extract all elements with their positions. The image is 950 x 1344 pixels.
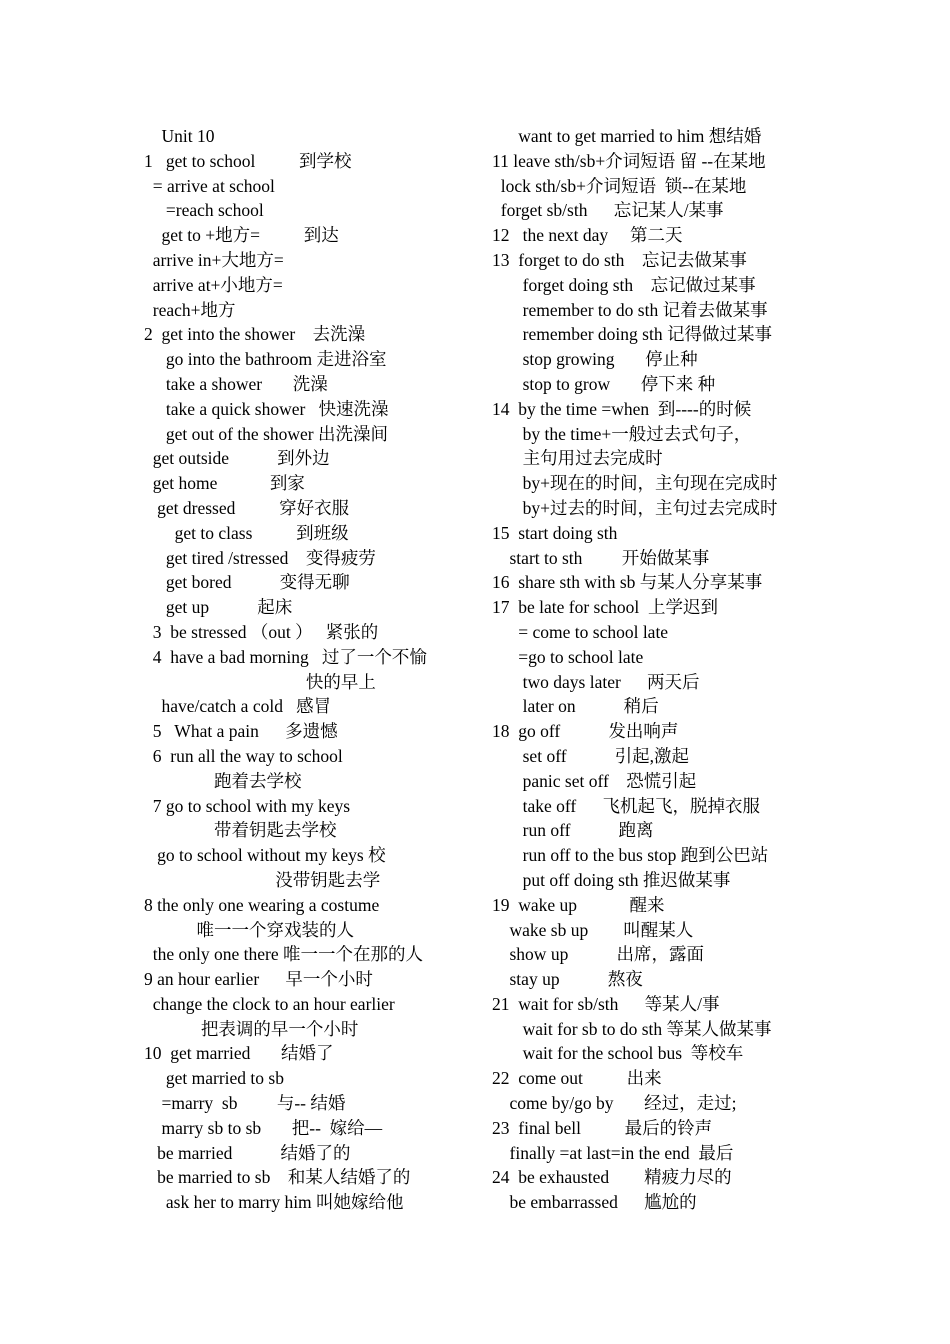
vocab-line: wait for sb to do sth 等某人做某事 [492, 1018, 772, 1039]
vocab-line: 16 share sth with sb 与某人分享某事 [492, 572, 763, 593]
vocab-line: the only one there 唯一一个在那的人 [144, 944, 423, 965]
vocab-line: 12 the next day 第二天 [492, 225, 683, 246]
vocab-line: 6 run all the way to school [144, 745, 343, 766]
vocab-line: = arrive at school [144, 175, 275, 196]
vocab-line: set off 引起,激起 [492, 745, 690, 766]
vocab-line: Unit 10 [144, 126, 215, 146]
right-column [492, 124, 822, 1215]
vocab-line: = come to school late [492, 621, 669, 642]
vocab-line: arrive at+小地方= [144, 274, 283, 295]
vocab-line: by the time+一般过去式句子， [492, 423, 752, 444]
vocab-line: stop to grow 停下来 种 [492, 373, 716, 394]
vocab-line: reach+地方 [144, 299, 236, 320]
vocab-line: run off 跑离 [492, 820, 654, 841]
vocab-line: 带着钥匙去学校 [144, 820, 337, 841]
vocab-line: marry sb to sb 把-- 嫁给— [144, 1117, 383, 1138]
vocab-line: 2 get into the shower 去洗澡 [144, 324, 366, 345]
vocab-line: panic set off 恐慌引起 [492, 770, 697, 791]
vocab-line: lock sth/sb+介词短语 锁--在某地 [492, 175, 747, 196]
left-column [144, 124, 484, 1215]
vocab-line: 唯一一个穿戏装的人 [144, 919, 354, 940]
vocab-line: remember doing sth 记得做过某事 [492, 324, 772, 345]
vocab-line: 没带钥匙去学 [144, 869, 381, 890]
vocab-line: be married to sb 和某人结婚了的 [144, 1167, 411, 1188]
vocab-line: get up 起床 [144, 597, 293, 618]
vocab-line: later on 稍后 [492, 696, 659, 717]
vocab-line: get married to sb [144, 1068, 284, 1089]
vocab-line: =go to school late [492, 646, 644, 667]
vocab-line: 8 the only one wearing a costume [144, 894, 380, 915]
vocab-line: 24 be exhausted 精疲力尽的 [492, 1167, 732, 1188]
vocab-line: 7 go to school with my keys [144, 795, 351, 816]
vocab-line: wait for the school bus 等校车 [492, 1043, 744, 1064]
vocab-line: get tired /stressed 变得疲劳 [144, 547, 376, 568]
vocab-line: by+过去的时间，主句过去完成时 [492, 497, 778, 518]
vocab-line: go to school without my keys 校 [144, 845, 386, 866]
vocab-line: 跑着去学校 [144, 770, 302, 791]
vocab-line: 10 get married 结婚了 [144, 1043, 334, 1064]
vocab-line: 3 be stressed （out ） 紧张的 [144, 621, 379, 642]
vocab-line: 22 come out 出来 [492, 1068, 662, 1089]
vocab-line: arrive in+大地方= [144, 249, 284, 270]
vocab-line: have/catch a cold 感冒 [144, 696, 332, 717]
vocab-line: 13 forget to do sth 忘记去做某事 [492, 249, 747, 270]
vocab-line: want to get married to him 想结婚 [492, 126, 762, 146]
vocab-line: 19 wake up 醒来 [492, 894, 665, 915]
vocab-line: ask her to marry him 叫她嫁给他 [144, 1192, 404, 1213]
vocab-line: 9 an hour earlier 早一个小时 [144, 969, 373, 990]
vocab-line: take a quick shower 快速洗澡 [144, 398, 389, 419]
vocab-line: get dressed 穿好衣服 [144, 497, 350, 518]
vocab-line: 主句用过去完成时 [492, 448, 663, 469]
vocab-line: run off to the bus stop 跑到公巴站 [492, 845, 769, 866]
vocab-line: come by/go by 经过，走过; [492, 1093, 737, 1114]
vocab-line: two days later 两天后 [492, 671, 700, 692]
vocab-line: start to sth 开始做某事 [492, 547, 710, 568]
vocab-line: 17 be late for school 上学迟到 [492, 597, 718, 618]
vocab-line: 14 by the time =when 到----的时候 [492, 398, 752, 419]
vocab-line: 11 leave sth/sb+介词短语 留 --在某地 [492, 150, 766, 171]
vocab-line: put off doing sth 推迟做某事 [492, 869, 731, 890]
vocab-line: 21 wait for sb/sth 等某人/事 [492, 993, 720, 1014]
vocab-line: finally =at last=in the end 最后 [492, 1142, 734, 1163]
vocab-line: 18 go off 发出响声 [492, 721, 679, 742]
vocab-line: 5 What a pain 多遗憾 [144, 721, 338, 742]
vocab-line: get bored 变得无聊 [144, 572, 350, 593]
vocab-line: be married 结婚了的 [144, 1142, 351, 1163]
vocab-line: 把表调的早一个小时 [144, 1018, 359, 1039]
vocab-line: remember to do sth 记着去做某事 [492, 299, 768, 320]
vocab-line: 快的早上 [144, 671, 376, 692]
vocab-line: get home 到家 [144, 473, 305, 494]
vocab-line: get to +地方= 到达 [144, 225, 339, 246]
vocab-line: =reach school [144, 200, 264, 221]
vocab-line: take off 飞机起飞，脱掉衣服 [492, 795, 760, 816]
vocab-line: 1 get to school 到学校 [144, 150, 352, 171]
vocab-line: take a shower 洗澡 [144, 373, 328, 394]
vocab-line: go into the bathroom 走进浴室 [144, 349, 387, 370]
vocab-line: be embarrassed 尴尬的 [492, 1192, 697, 1213]
vocab-line: by+现在的时间，主句现在完成时 [492, 473, 778, 494]
vocab-line: stop growing 停止种 [492, 349, 698, 370]
vocab-line: forget sb/sth 忘记某人/某事 [492, 200, 724, 221]
vocab-line: 23 final bell 最后的铃声 [492, 1117, 713, 1138]
vocab-line: stay up 熬夜 [492, 969, 643, 990]
vocab-line: change the clock to an hour earlier [144, 993, 395, 1014]
vocab-line: =marry sb 与-- 结婚 [144, 1093, 346, 1114]
vocab-line: show up 出席，露面 [492, 944, 704, 965]
vocab-line: wake sb up 叫醒某人 [492, 919, 694, 940]
vocab-line: 4 have a bad morning 过了一个不愉 [144, 646, 427, 667]
vocab-line: get out of the shower 出洗澡间 [144, 423, 388, 444]
vocab-line: get to class 到班级 [144, 522, 349, 543]
vocab-line: get outside 到外边 [144, 448, 330, 469]
vocab-line: forget doing sth 忘记做过某事 [492, 274, 756, 295]
vocab-line: 15 start doing sth [492, 522, 618, 543]
